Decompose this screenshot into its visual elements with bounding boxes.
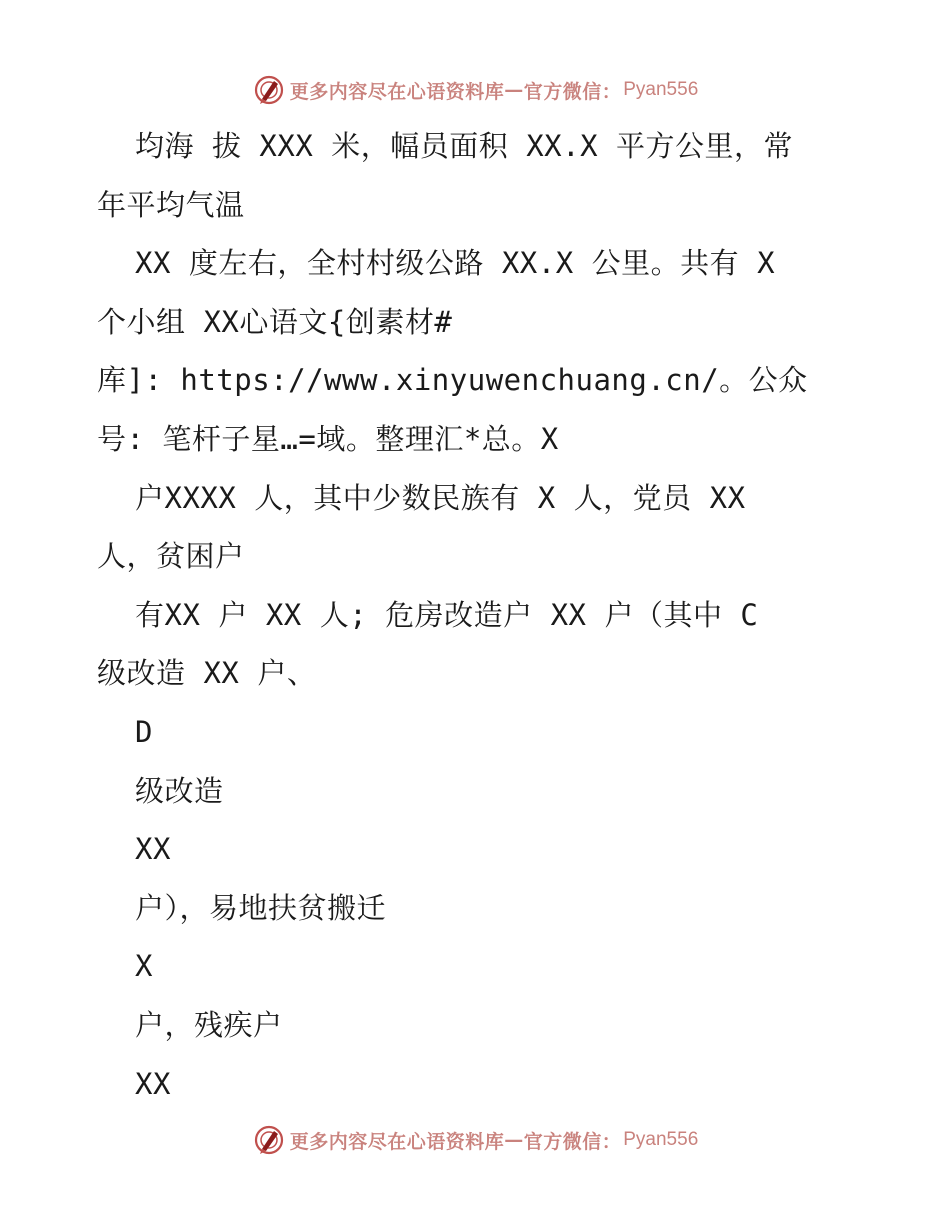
document-body [97, 117, 897, 1113]
body-line: 号: 笔杆子星…=域。整理汇*总。X [97, 421, 559, 456]
body-line: 户XXXX 人，其中少数民族有 X 人，党员 XX [135, 480, 746, 515]
body-line: 均海 拔 XXX 米，幅员面积 XX.X 平方公里，常 [135, 129, 794, 163]
body-line: 人，贫困户 [97, 539, 245, 574]
body-line: D [135, 714, 153, 749]
body-line: 级改造 XX 户、 [97, 656, 317, 691]
footer-banner [0, 1120, 950, 1160]
banner-handle: Pyan556 [623, 1129, 699, 1150]
banner-separator: — [504, 1129, 524, 1151]
body-line: 户），易地扶贫搬迁 [135, 890, 387, 925]
body-line: 级改造 [135, 773, 224, 808]
banner-title: 更多内容尽在心语资料库 [289, 1130, 505, 1153]
banner-title: 更多内容尽在心语资料库 [289, 80, 505, 103]
body-line: XX [135, 1066, 171, 1101]
banner-handle: Pyan556 [623, 79, 699, 100]
body-line: 库]: https://www.xinyuwenchuang.cn/。公众 [97, 363, 808, 398]
banner-contact-label: 官方微信： [523, 1130, 622, 1153]
body-line: 年平均气温 [97, 187, 245, 222]
banner-separator: — [504, 79, 524, 101]
body-line: 有XX 户 XX 人; 危房改造户 XX 户（其中 C [135, 597, 759, 632]
pen-logo-icon [252, 1123, 286, 1157]
body-line: 户，残疾户 [135, 1007, 283, 1042]
body-line: XX [135, 832, 171, 867]
body-line: 个小组 XX心语文{创素材# [97, 304, 453, 339]
body-line: XX 度左右，全村村级公路 XX.X 公里。共有 X [135, 246, 776, 281]
banner-contact-label: 官方微信： [523, 80, 622, 103]
body-line: X [135, 949, 153, 984]
pen-logo-icon [252, 73, 286, 107]
header-banner [0, 70, 950, 110]
